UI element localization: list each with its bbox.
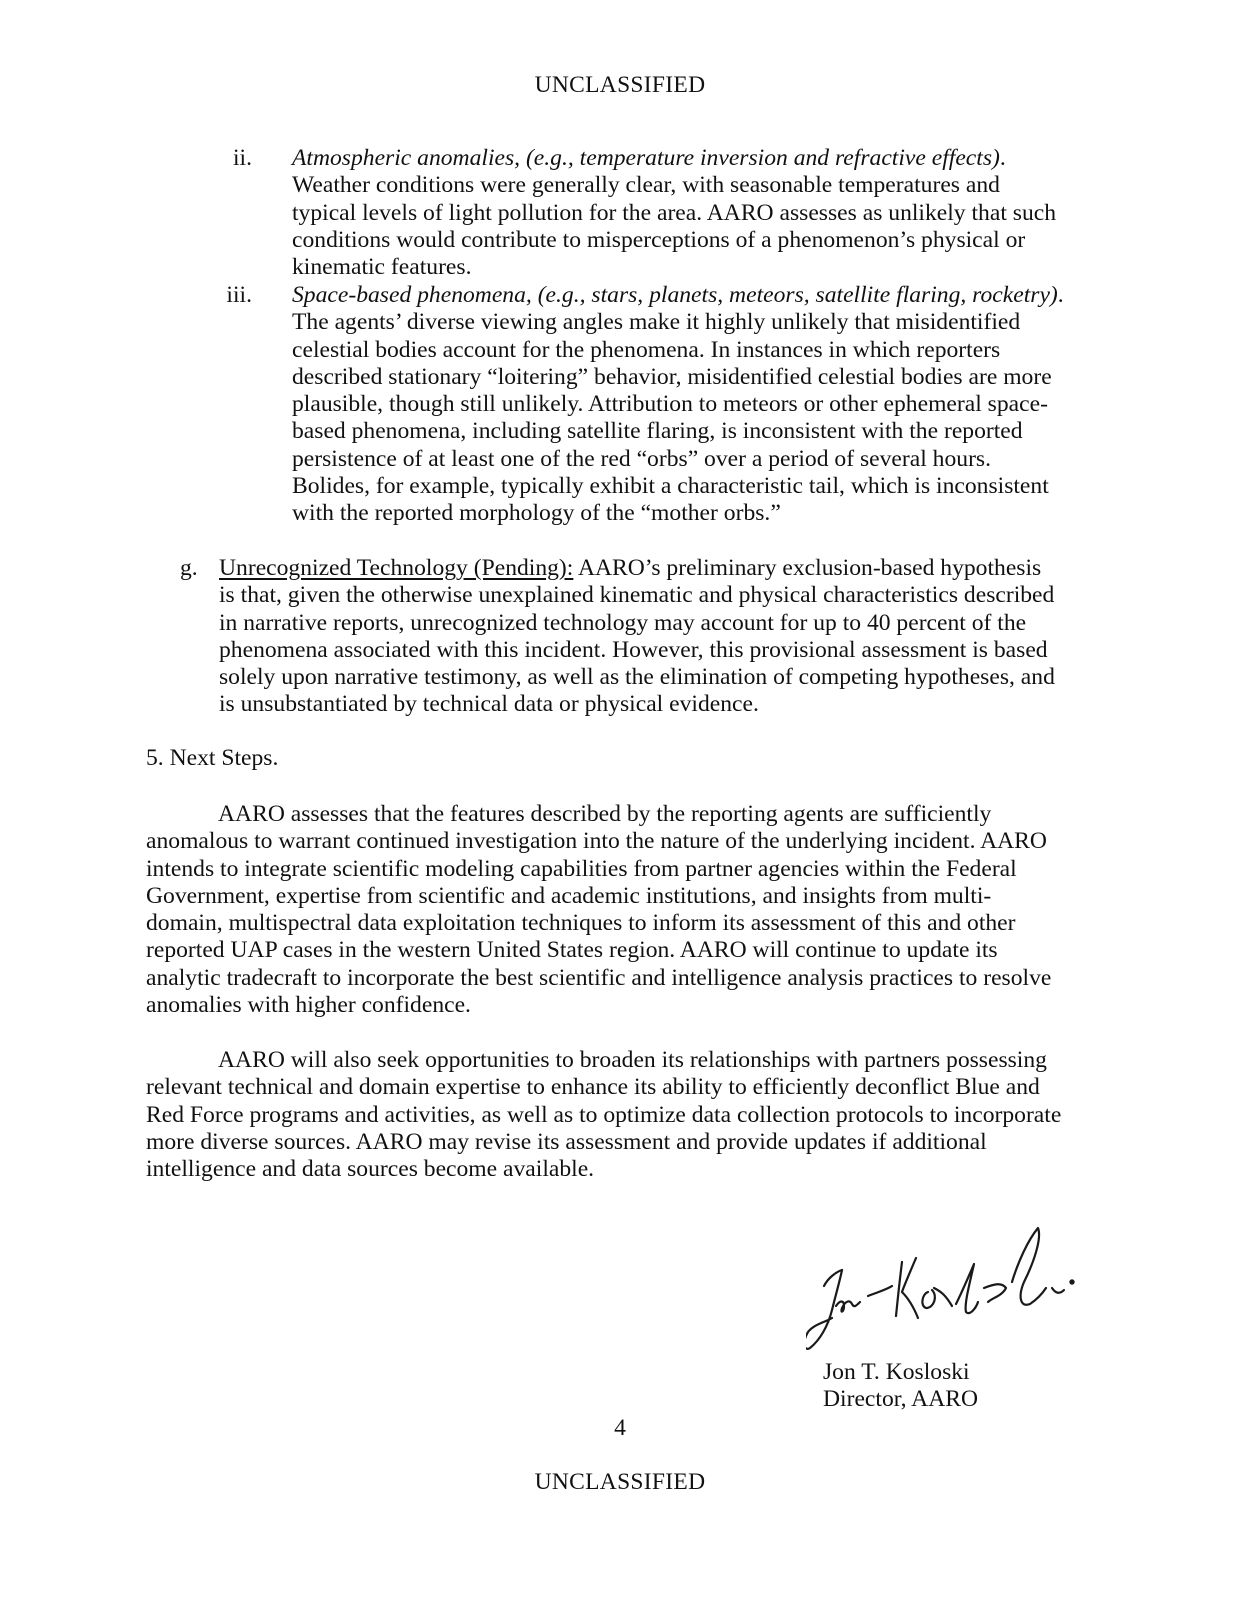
list-item-line: solely upon narrative testimony, as well as the elimination of competing hypotheses, and <box>219 664 1055 691</box>
item-heading: Unrecognized Technology (Pending): <box>219 555 574 581</box>
section-heading: 5. Next Steps. <box>146 745 279 771</box>
list-item-line: Bolides, for example, typically exhibit a characteristic tail, which is inconsistent <box>292 473 1049 500</box>
paragraph-line: AARO assesses that the features described by the reporting agents are sufficiently <box>218 801 992 827</box>
list-letter: g. <box>180 555 198 581</box>
list-item-line: phenomena associated with this incident. However, this provisional assessment is based <box>219 636 1048 663</box>
list-item-line: is that, given the otherwise unexplained kinematic and physical characteristics described <box>219 582 1055 609</box>
classification-marking-bottom: UNCLASSIFIED <box>534 1469 706 1495</box>
paragraph-line: reported UAP cases in the western United States region. AARO will continue to update its <box>146 937 998 964</box>
list-item-line: typical levels of light pollution for the area. AARO assesses as unlikely that such <box>292 199 1057 226</box>
lead-punctuation: . <box>999 145 1006 171</box>
list-item-line: celestial bodies account for the phenomena. In instances in which reporters <box>292 336 1001 363</box>
list-item-line <box>292 145 1092 172</box>
paragraph-line: more diverse sources. AARO may revise its assessment and provide updates if additional <box>146 1128 987 1155</box>
list-item-line: is unsubstantiated by technical data or physical evidence. <box>219 691 759 718</box>
item-first-line-text: AARO’s preliminary exclusion-based hypothesis <box>573 555 1042 581</box>
signer-name: Jon T. Kosloski <box>823 1359 970 1385</box>
list-item-line: with the reported morphology of the “mother orbs.” <box>292 500 781 527</box>
paragraph-line: intends to integrate scientific modeling capabilities from partner agencies within the Federal <box>146 855 1017 882</box>
list-item-lead: Atmospheric anomalies, (e.g., temperature inversion and refractive effects) <box>292 145 1000 171</box>
paragraph-line: intelligence and data sources become available. <box>146 1156 595 1183</box>
list-item-line: kinematic features. <box>292 254 472 281</box>
list-item-line <box>292 282 1092 309</box>
list-item-line: in narrative reports, unrecognized technology may account for up to 40 percent of the <box>219 609 1027 636</box>
list-item-unrecognized-technology <box>219 555 1099 719</box>
list-item-lead: Space-based phenomena, (e.g., stars, planets, meteors, satellite flaring, rocketry) <box>292 282 1058 308</box>
classification-marking-top: UNCLASSIFIED <box>534 72 706 98</box>
list-item-line: conditions would contribute to misperceptions of a phenomenon’s physical or <box>292 226 1026 253</box>
list-item-line: persistence of at least one of the red “orbs” over a period of several hours. <box>292 445 992 472</box>
paragraph-line: AARO will also seek opportunities to broaden its relationships with partners possessing <box>218 1047 1047 1073</box>
paragraph-line: Government, expertise from scientific and academic institutions, and insights from multi- <box>146 882 992 909</box>
list-item-line: plausible, though still unlikely. Attribution to meteors or other ephemeral space- <box>292 391 1048 418</box>
paragraph-line: relevant technical and domain expertise to enhance its ability to efficiently deconflict Blue and <box>146 1074 1040 1101</box>
list-item-atmospheric-anomalies <box>292 145 1092 281</box>
lead-punctuation: . <box>1057 282 1064 308</box>
list-item-line <box>219 555 1099 582</box>
list-item-line: based phenomena, including satellite flaring, is inconsistent with the reported <box>292 418 1023 445</box>
paragraph-line: Red Force programs and activities, as well as to optimize data collection protocols to incorporate <box>146 1101 1062 1128</box>
paragraph-line: domain, multispectral data exploitation techniques to inform its assessment of this and other <box>146 910 1016 937</box>
paragraph-line: anomalies with higher confidence. <box>146 992 471 1019</box>
page-number: 4 <box>614 1415 626 1441</box>
handwritten-signature <box>806 1222 1106 1382</box>
list-item-line: described stationary “loitering” behavior, misidentified celestial bodies are more <box>292 363 1052 390</box>
paragraph-line: anomalous to warrant continued investigation into the nature of the underlying incident. AARO <box>146 828 1047 855</box>
body-paragraph <box>146 801 1091 1019</box>
list-item-line: The agents’ diverse viewing angles make it highly unlikely that misidentified <box>292 309 1021 336</box>
body-paragraph <box>146 1047 1091 1183</box>
list-numeral: ii. <box>232 145 252 171</box>
paragraph-line: analytic tradecraft to incorporate the best scientific and intelligence analysis practices to resolve <box>146 964 1052 991</box>
signer-title: Director, AARO <box>823 1386 979 1412</box>
list-item-space-based-phenomena <box>292 282 1092 528</box>
list-item-line: Weather conditions were generally clear, with seasonable temperatures and <box>292 172 1000 199</box>
list-numeral: iii. <box>226 282 252 308</box>
